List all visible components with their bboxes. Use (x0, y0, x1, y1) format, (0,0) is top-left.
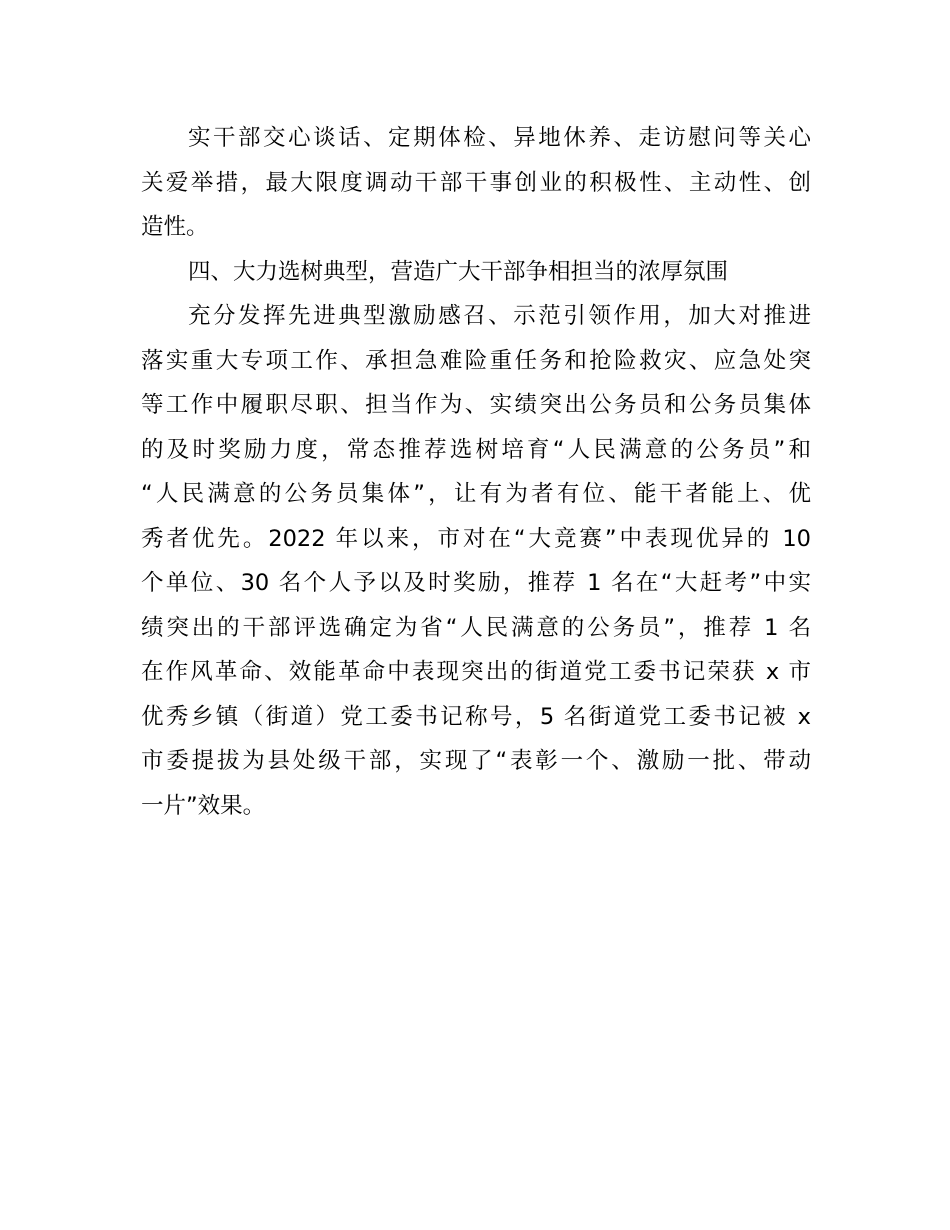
text-line: 关爱举措，最大限度调动干部干事创业的积极性、主动性、创 (141, 169, 811, 196)
text-line: 充分发挥先进典型激励感召、示范引领作用，加大对推进 (188, 303, 811, 329)
text-line: “人民满意的公务员集体”，让有为者有位、能干者能上、优 (141, 481, 811, 507)
text-line: 落实重大专项工作、承担急难险重任务和抢险救灾、应急处突 (141, 347, 811, 374)
section-heading (141, 250, 811, 295)
text-line: 优秀乡镇（街道）党工委书记称号，5 名街道党工委书记被 x (141, 703, 811, 730)
text-line: 绩突出的干部评选确定为省“人民满意的公务员”，推荐 1 名 (141, 614, 811, 641)
text-line: 等工作中履职尽职、担当作为、实绩突出公务员和公务员集体 (141, 392, 811, 418)
paragraph (141, 116, 811, 250)
text-line: 实干部交心谈话、定期体检、异地休养、走访慰问等关心 (188, 125, 811, 151)
paragraph (141, 294, 811, 828)
text-line: 一片”效果。 (141, 792, 266, 819)
heading-line: 四、大力选树典型，营造广大干部争相担当的浓厚氛围 (188, 258, 729, 285)
text-line: 市委提拔为县处级干部，实现了“表彰一个、激励一批、带动 (141, 748, 811, 774)
text-line: 在作风革命、效能革命中表现突出的街道党工委书记荣获 x 市 (141, 659, 811, 685)
text-line: 的及时奖励力度，常态推荐选树培育“人民满意的公务员”和 (141, 436, 811, 463)
text-line: 个单位、30 名个人予以及时奖励，推荐 1 名在“大赶考”中实 (141, 570, 811, 596)
document-body (141, 116, 811, 828)
text-line: 造性。 (141, 214, 209, 240)
text-line: 秀者优先。2022 年以来，市对在“大竞赛”中表现优异的 10 (141, 525, 811, 552)
